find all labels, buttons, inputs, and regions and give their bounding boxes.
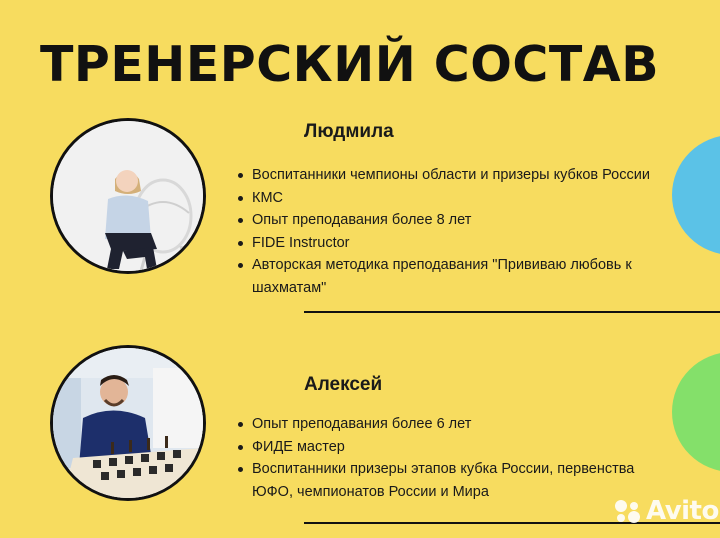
list-item: Воспитанники призеры этапов кубка России, первенства ЮФО, чемпионатов России и Мира xyxy=(238,458,658,503)
coach-facts-lyudmila xyxy=(238,164,668,299)
list-item: КМС xyxy=(238,187,668,210)
list-item: ФИДЕ мастер xyxy=(238,436,658,459)
coach-photo-lyudmila xyxy=(50,118,206,274)
list-item: FIDE Instructor xyxy=(238,232,668,255)
coach-photo-man-chess-icon xyxy=(53,348,203,498)
avito-watermark xyxy=(612,496,719,526)
watermark-text: Avito xyxy=(646,496,719,526)
list-item: Опыт преподавания более 6 лет xyxy=(238,413,658,436)
decorative-green-circle xyxy=(672,352,720,472)
coach-facts-aleksey xyxy=(238,413,658,503)
coach-photo-aleksey xyxy=(50,345,206,501)
decorative-blue-circle xyxy=(672,135,720,255)
coach-name-aleksey: Алексей xyxy=(304,374,383,395)
section-divider xyxy=(304,311,720,313)
avito-logo-icon xyxy=(612,498,642,524)
list-item: Опыт преподавания более 8 лет xyxy=(238,209,668,232)
list-item: Воспитанники чемпионы области и призеры кубков России xyxy=(238,164,668,187)
page-title: ТРЕНЕРСКИЙ СОСТАВ xyxy=(40,36,660,93)
list-item: Авторская методика преподавания "Прививаю любовь к шахматам" xyxy=(238,254,668,299)
coach-name-lyudmila: Людмила xyxy=(304,121,394,142)
coach-photo-woman-icon xyxy=(53,121,203,271)
